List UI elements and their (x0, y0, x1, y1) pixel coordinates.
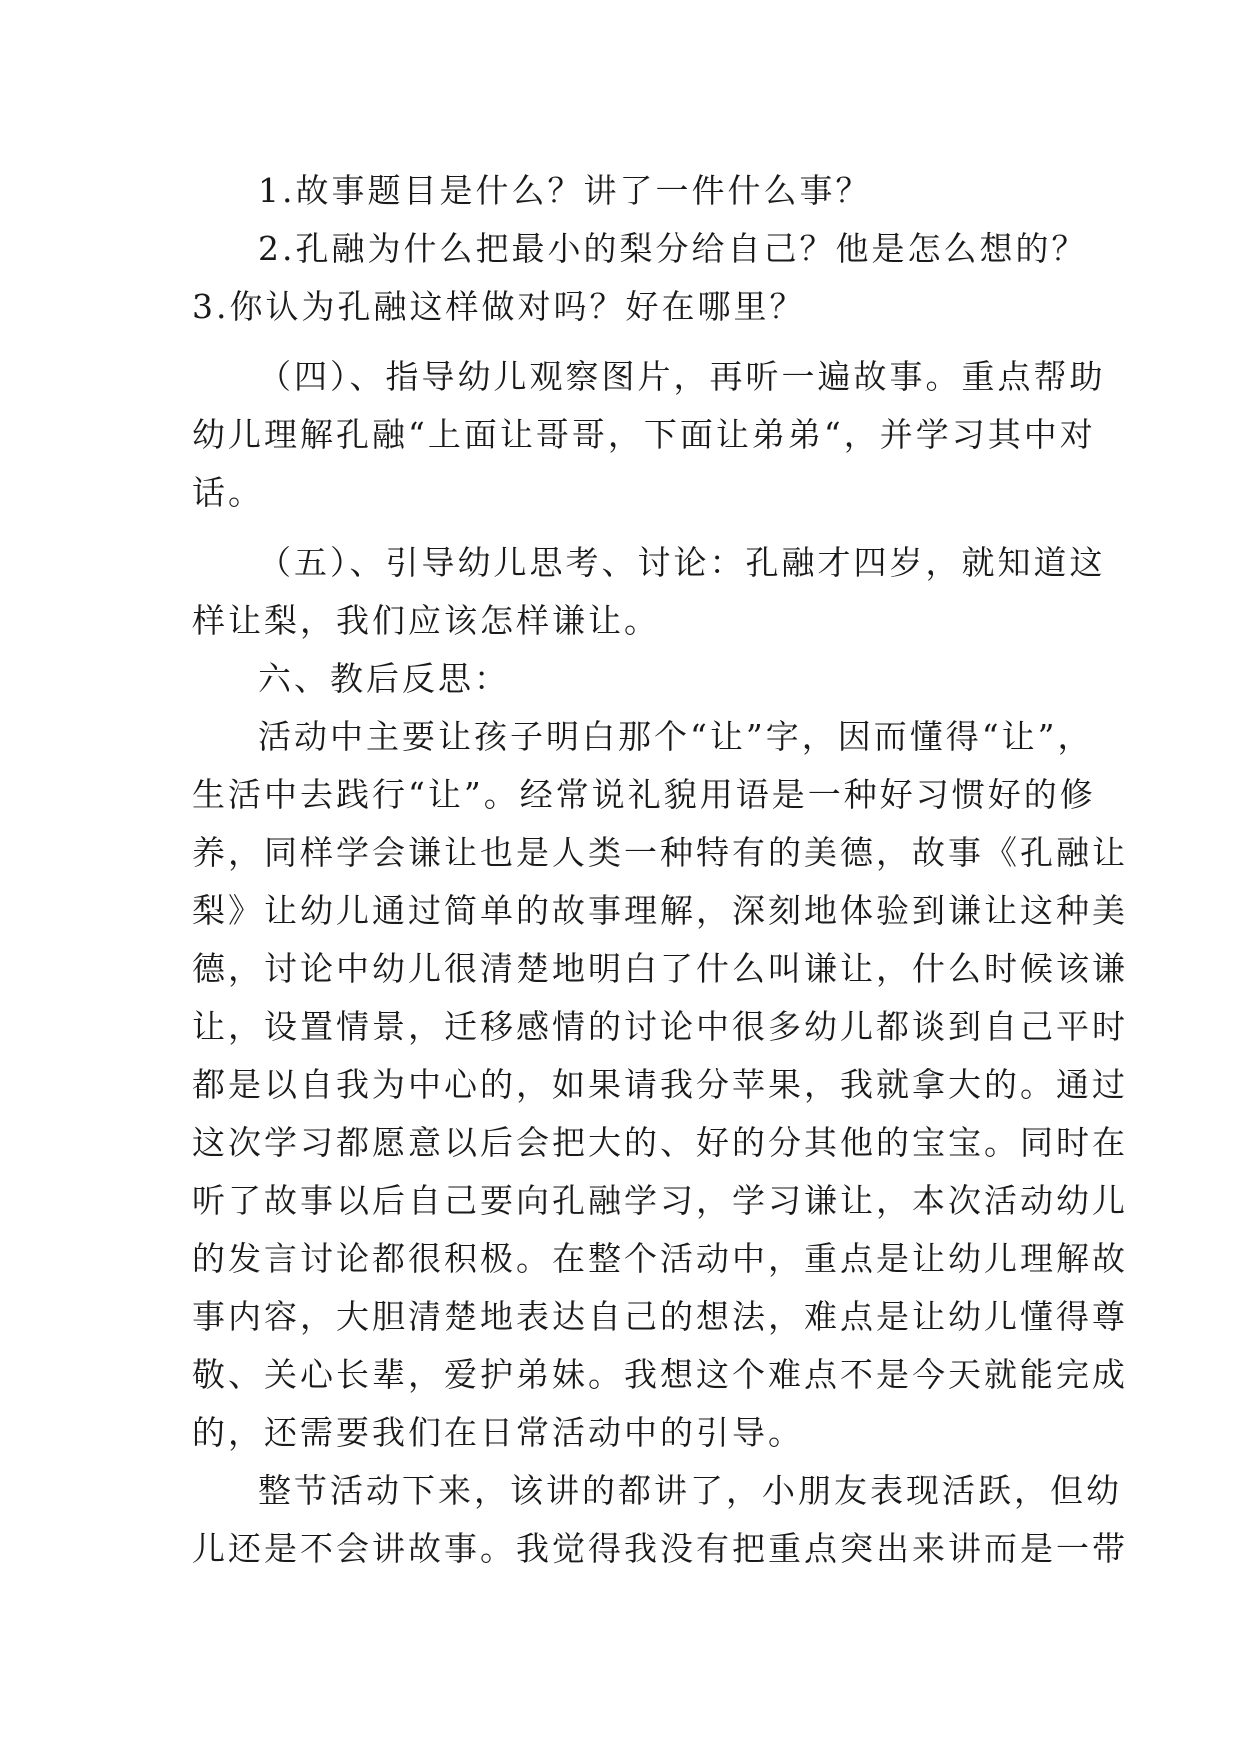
text-line: 1.故事题目是什么？讲了一件什么事？ (258, 171, 872, 210)
text-line: 活动中主要让孩子明白那个“让”字，因而懂得“让”， (258, 717, 1094, 756)
text-line: 让，设置情景，迁移感情的讨论中很多幼儿都谈到自己平时 (192, 1007, 1128, 1046)
text-line: 的发言讨论都很积极。在整个活动中，重点是让幼儿理解故 (192, 1239, 1128, 1278)
document-body (192, 162, 1128, 1578)
text-line: （五）、引导幼儿思考、讨论：孔融才四岁，就知道这 (258, 543, 1106, 582)
text-line: 养，同样学会谦让也是人类一种特有的美德，故事《孔融让 (192, 833, 1128, 872)
text-line: 儿还是不会讲故事。我觉得我没有把重点突出来讲而是一带 (192, 1529, 1128, 1568)
text-line: 话。 (192, 473, 264, 512)
text-line: 幼儿理解孔融“上面让哥哥，下面让弟弟“，并学习其中对 (192, 415, 1096, 454)
text-line: 整节活动下来，该讲的都讲了，小朋友表现活跃，但幼 (258, 1471, 1122, 1510)
text-line: 敬、关心长辈，爱护弟妹。我想这个难点不是今天就能完成 (192, 1355, 1128, 1394)
text-line: 梨》让幼儿通过简单的故事理解，深刻地体验到谦让这种美 (192, 891, 1128, 930)
text-line: 都是以自我为中心的，如果请我分苹果，我就拿大的。通过 (192, 1065, 1128, 1104)
text-line: 事内容，大胆清楚地表达自己的想法，难点是让幼儿懂得尊 (192, 1297, 1128, 1336)
text-line: 2.孔融为什么把最小的梨分给自己？他是怎么想的？ (258, 229, 1088, 268)
text-line: 样让梨，我们应该怎样谦让。 (192, 601, 660, 640)
text-line: 的，还需要我们在日常活动中的引导。 (192, 1413, 804, 1452)
text-line: 六、教后反思： (258, 659, 510, 698)
text-line: 生活中去践行“让”。经常说礼貌用语是一种好习惯好的修 (192, 775, 1096, 814)
paragraph-gap (192, 336, 1052, 348)
text-line: 德，讨论中幼儿很清楚地明白了什么叫谦让，什么时候该谦 (192, 949, 1128, 988)
text-line: 这次学习都愿意以后会把大的、好的分其他的宝宝。同时在 (192, 1123, 1128, 1162)
text-line: （四）、指导幼儿观察图片，再听一遍故事。重点帮助 (258, 357, 1106, 396)
text-line: 3.你认为孔融这样做对吗？好在哪里？ (192, 287, 806, 326)
paragraph-gap (192, 522, 1052, 534)
text-line: 听了故事以后自己要向孔融学习，学习谦让，本次活动幼儿 (192, 1181, 1128, 1220)
